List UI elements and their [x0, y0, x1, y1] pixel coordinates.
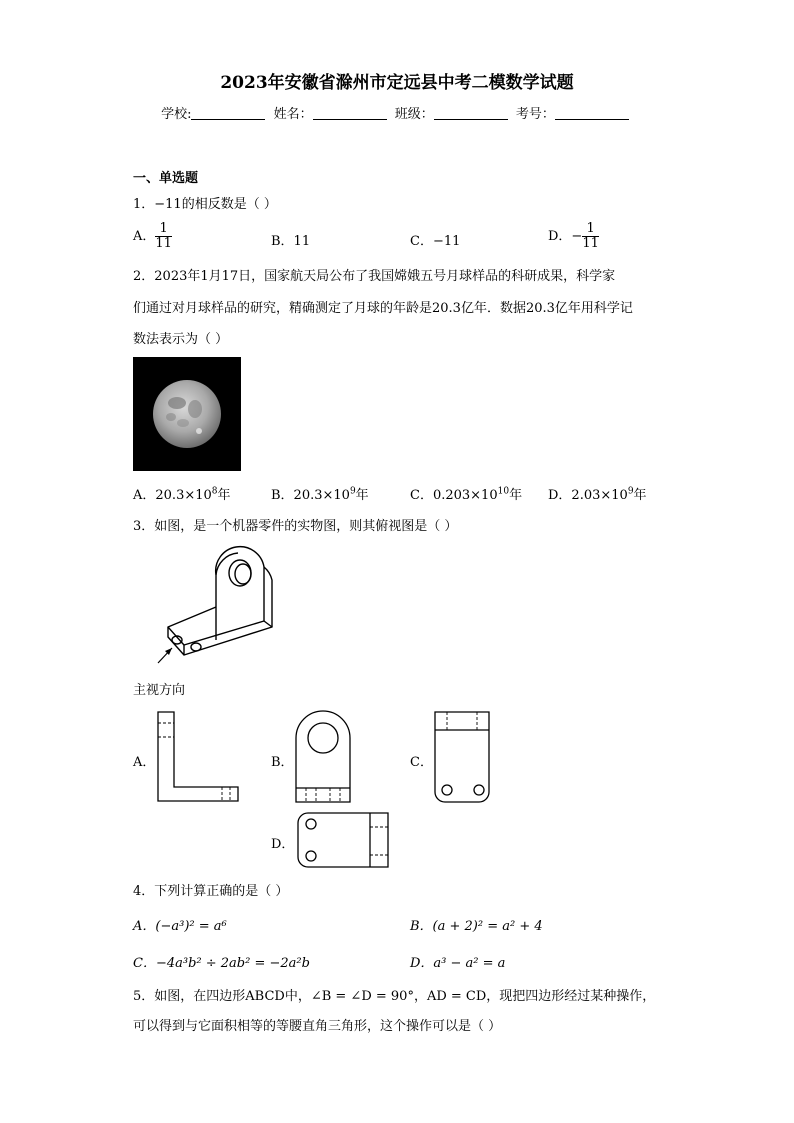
- q3-stem: 3．如图，是一个机器零件的实物图，则其俯视图是（ ）: [133, 519, 458, 534]
- q3-option-d-label: D．: [271, 837, 295, 852]
- school-label: 学校:: [161, 107, 192, 122]
- q1-option-d: D．− $\frac{1}{11}$: [548, 221, 599, 251]
- q3-option-b-figure: [294, 710, 352, 804]
- q5-stem-line1: 5．如图，在四边形ABCD中，∠B = ∠D = 90°，AD = CD，现把四边形经过某种操作，: [133, 989, 656, 1004]
- name-blank: [313, 107, 387, 120]
- q3-option-b-label: B．: [271, 755, 294, 770]
- school-blank: [191, 107, 265, 120]
- class-label: 班级：: [394, 107, 434, 122]
- direction-label: 主视方向: [133, 683, 186, 698]
- q1-a-fraction: $\frac{1}{11}$: [155, 221, 172, 251]
- q4-option-a: A．(−a³)² = a⁶: [133, 919, 227, 934]
- q4-option-c: C．−4a³b² ÷ 2ab² = −2a²b: [133, 956, 310, 971]
- q2-stem-line3: 数法表示为（ ）: [133, 332, 229, 347]
- q4-option-d: D．a³ − a² = a: [410, 956, 506, 971]
- q4-option-b: B．(a + 2)² = a² + 4: [410, 919, 543, 934]
- q3-option-a-figure: [156, 711, 240, 803]
- exam-no-label: 考号：: [515, 107, 555, 122]
- q2-stem-line2: 们通过对月球样品的研究，精确测定了月球的年龄是20.3亿年．数据20.3亿年用科学记: [133, 301, 633, 316]
- q1-option-b: B．11: [271, 234, 311, 249]
- name-label: 姓名：: [273, 107, 313, 122]
- q2-stem-line1: 2．2023年1月17日，国家航天局公布了我国嫦娥五号月球样品的科研成果，科学家: [133, 269, 616, 284]
- q2-option-a: A．$20.3\times 10^8$年: [133, 486, 231, 503]
- q5-stem-line2: 可以得到与它面积相等的等腰直角三角形，这个操作可以是（ ）: [133, 1019, 502, 1034]
- q3-option-d-figure: [296, 811, 392, 869]
- machine-part-figure: [150, 545, 280, 675]
- section-heading: 一、单选题: [133, 171, 199, 186]
- q2-option-c: C．$0.203\times 10^{10}$年: [410, 486, 523, 503]
- moon-photo: [133, 357, 241, 471]
- q3-option-c-figure: [433, 710, 493, 804]
- q1-option-c: C．−11: [410, 234, 461, 249]
- exam-no-blank: [555, 107, 629, 120]
- q3-option-c-label: C．: [410, 755, 433, 770]
- q2-option-d: D．$2.03\times 10^9$年: [548, 486, 647, 503]
- q2-option-b: B．$20.3\times 10^9$年: [271, 486, 369, 503]
- q3-option-a-label: A．: [133, 755, 156, 770]
- q1-stem: 1．−11的相反数是（ ）: [133, 197, 277, 212]
- q4-stem: 4．下列计算正确的是（ ）: [133, 884, 289, 899]
- q1-d-fraction: $\frac{1}{11}$: [582, 221, 599, 251]
- page-title: 2023年安徽省滁州市定远县中考二模数学试题: [220, 73, 574, 93]
- student-info-line: [0, 103, 794, 122]
- class-blank: [434, 107, 508, 120]
- q1-option-a: A． $\frac{1}{11}$: [133, 221, 172, 251]
